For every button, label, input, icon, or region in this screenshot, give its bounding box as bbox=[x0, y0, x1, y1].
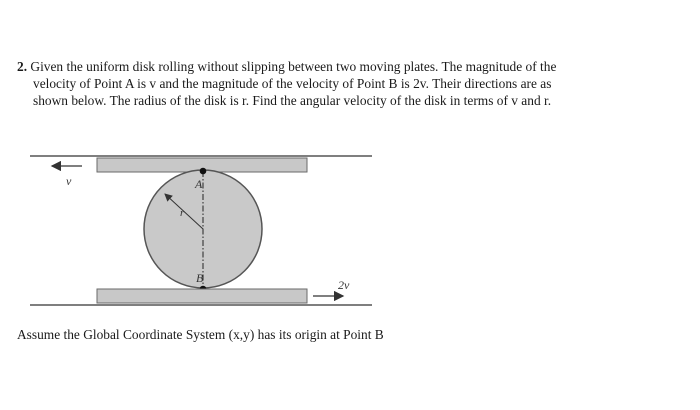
label-2v: 2v bbox=[338, 278, 350, 292]
label-r: r bbox=[180, 207, 185, 219]
label-B: B bbox=[196, 271, 204, 285]
label-v: v bbox=[66, 174, 72, 188]
label-A: A bbox=[195, 177, 203, 191]
bottom-plate bbox=[97, 289, 307, 303]
problem-text-1: Given the uniform disk rolling without slipping between two moving plates. The magnitude of the bbox=[30, 59, 557, 74]
problem-line-2: velocity of Point A is v and the magnitude of the velocity of Point B is 2v. Their directions are as bbox=[33, 76, 552, 91]
point-A bbox=[200, 168, 207, 175]
problem-line-3: shown below. The radius of the disk is r. Find the angular velocity of the disk in terms of v and r. bbox=[33, 93, 552, 108]
coordinate-note: Assume the Global Coordinate System (x,y) has its origin at Point B bbox=[17, 327, 384, 342]
problem-number: 2. bbox=[17, 59, 28, 74]
